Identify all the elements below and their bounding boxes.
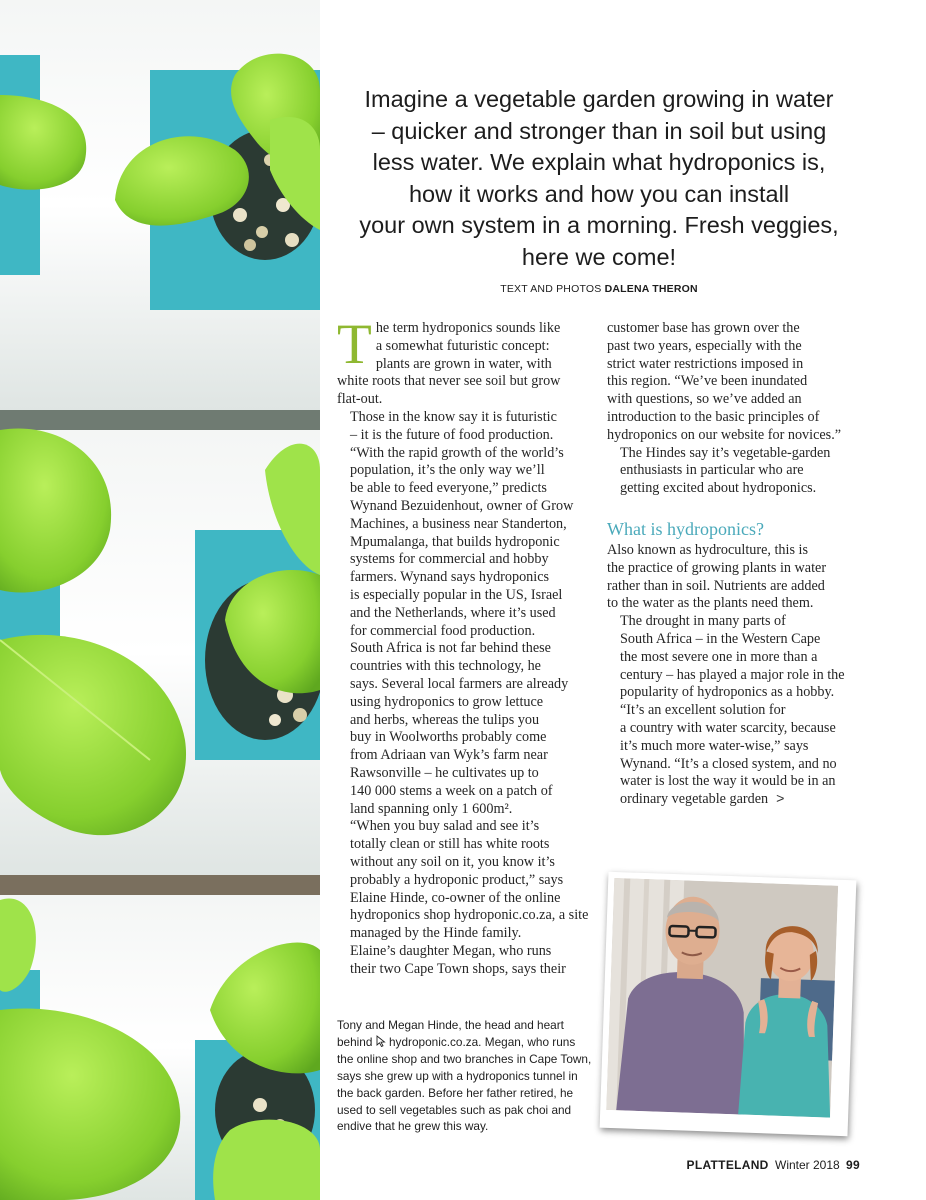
article-column-1	[337, 313, 593, 978]
magazine-name: PLATTELAND	[686, 1158, 769, 1172]
text-line: rather than in soil. Nutrients are added	[607, 577, 825, 594]
text-line-content: ordinary vegetable garden	[620, 791, 769, 808]
caption-line: the back garden. Before her father retired, he	[337, 1085, 574, 1100]
article-paragraph	[337, 313, 593, 409]
text-line: totally clean or still has white roots	[350, 836, 550, 853]
hydroponics-seedlings-photo	[0, 0, 320, 1200]
text-line: hydroponics shop hydroponic.co.za, a site	[350, 907, 589, 924]
photo-caption	[337, 1017, 599, 1135]
standfirst-line: less water. We explain what hydroponics is,	[372, 149, 826, 175]
text-line: white roots that never see soil but grow	[337, 373, 561, 390]
text-line: popularity of hydroponics as a hobby.	[620, 684, 835, 701]
text-line: farmers. Wynand says hydroponics	[350, 569, 550, 586]
text-line: Elaine’s daughter Megan, who runs	[350, 942, 552, 959]
article-paragraph	[607, 702, 869, 809]
text-line: to the water as the plants need them.	[607, 595, 814, 612]
text-line: introduction to the basic principles of	[607, 408, 820, 425]
text-line: past two years, especially with the	[607, 337, 802, 354]
text-line: South Africa – in the Western Cape	[620, 630, 821, 647]
text-line: is especially popular in the US, Israel	[350, 586, 563, 603]
caption-line: endive that he grew this way.	[337, 1119, 489, 1134]
text-line: buy in Woolworths probably come	[350, 729, 547, 746]
text-line: hydroponics on our website for novices.”	[607, 426, 842, 443]
article-paragraph	[607, 445, 869, 498]
article-column-2	[607, 320, 869, 809]
page-footer	[687, 1158, 860, 1172]
text-line: a country with water scarcity, because	[620, 719, 836, 736]
standfirst-line: how it works and how you can install	[408, 180, 790, 207]
page-number: 99	[846, 1158, 860, 1172]
text-line: 140 000 stems a week on a patch of	[350, 782, 553, 799]
text-line: from Adriaan van Wyk’s farm near	[350, 747, 548, 764]
text-line: Rawsonville – he cultivates up to	[350, 764, 539, 781]
text-line: The Hindes say it’s vegetable-garden	[620, 444, 831, 461]
byline-author: DALENA THERON	[604, 283, 698, 295]
text-line: enthusiasts in particular who are	[620, 462, 804, 479]
text-line: the most severe one in more than a	[620, 648, 818, 665]
text-line: Wynand Bezuidenhout, owner of Grow	[350, 497, 574, 514]
text-line: South Africa is not far behind these	[350, 640, 551, 657]
text-line: it’s much more water-wise,” says	[620, 737, 809, 754]
caption-line: used to sell vegetables such as pak choi and	[337, 1102, 572, 1117]
continue-marker: >	[776, 791, 785, 808]
byline-prefix: TEXT AND PHOTOS	[500, 283, 602, 295]
text-line: land spanning only 1 600m².	[350, 800, 513, 817]
text-line: Mpumalanga, that builds hydroponic	[350, 533, 560, 550]
text-line: getting excited about hydroponics.	[620, 480, 817, 497]
text-line: century – has played a major role in the	[620, 666, 845, 683]
text-line: be able to feed everyone,” predicts	[350, 480, 547, 497]
article-paragraph	[337, 409, 593, 818]
text-line: their two Cape Town shops, says their	[350, 960, 566, 977]
text-line: says. Several local farmers are already	[350, 675, 569, 692]
portrait-illustration	[606, 878, 838, 1118]
caption-line: says she grew up with a hydroponics tunnel in	[337, 1068, 578, 1083]
caption-text: behind	[337, 1034, 373, 1049]
pointer-cursor-icon	[376, 1035, 386, 1047]
standfirst-line: your own system in a morning. Fresh veggies,	[359, 212, 839, 238]
text-line: Those in the know say it is futuristic	[350, 408, 557, 425]
text-line: this region. “We’ve been inundated	[607, 373, 808, 390]
text-line: plants are grown in water, with	[375, 355, 552, 372]
text-line: “With the rapid growth of the world’s	[350, 444, 564, 461]
text-line: population, it’s the only way we’ll	[350, 462, 545, 479]
text-line: and the Netherlands, where it’s used	[350, 604, 556, 621]
text-line: customer base has grown over the	[607, 320, 800, 336]
standfirst-line: – quicker and stronger than in soil but using	[371, 117, 827, 144]
text-line: strict water restrictions imposed in	[607, 355, 804, 372]
text-line: the practice of growing plants in water	[607, 559, 827, 576]
text-line	[607, 791, 869, 809]
text-line: with questions, so we’ve added an	[607, 391, 802, 408]
seedlings-illustration	[0, 0, 320, 1200]
article-paragraph	[607, 542, 869, 613]
text-line: – it is the future of food production.	[350, 426, 554, 443]
standfirst-line: Imagine a vegetable garden growing in water	[364, 86, 834, 112]
caption-text: hydroponic.co.za. Megan, who runs	[389, 1034, 576, 1049]
text-line: “When you buy salad and see it’s	[350, 818, 540, 835]
text-line: The drought in many parts of	[620, 613, 786, 630]
text-line: using hydroponics to grow lettuce	[350, 693, 544, 710]
text-line: Wynand. “It’s a closed system, and no	[620, 755, 837, 772]
text-line: systems for commercial and hobby	[350, 551, 549, 568]
text-line: “It’s an excellent solution for	[620, 702, 786, 719]
text-line: flat-out.	[337, 391, 383, 408]
issue-label: Winter 2018	[775, 1158, 840, 1172]
text-line: Machines, a business near Standerton,	[350, 515, 567, 532]
caption-line	[337, 1034, 599, 1051]
hinde-portrait-photo	[600, 872, 857, 1136]
article-paragraph	[337, 943, 593, 979]
text-line: a somewhat futuristic concept:	[375, 337, 550, 354]
caption-line: the online shop and two branches in Cape Town,	[337, 1051, 592, 1066]
text-line: and herbs, whereas the tulips you	[350, 711, 540, 728]
article-paragraph	[337, 818, 593, 943]
standfirst-line: here we come!	[521, 243, 677, 270]
text-line: Elaine Hinde, co-owner of the online	[350, 889, 561, 906]
text-line: probably a hydroponic product,” says	[350, 871, 564, 888]
text-line: without any soil on it, you know it’s	[350, 853, 555, 870]
article-paragraph	[607, 613, 869, 702]
text-line: Also known as hydroculture, this is	[607, 541, 808, 558]
text-line: countries with this technology, he	[350, 658, 541, 675]
section-subhead: What is hydroponics?	[607, 518, 764, 539]
text-line: for commercial food production.	[350, 622, 536, 639]
byline	[345, 283, 853, 295]
drop-cap: T	[337, 313, 372, 376]
text-line: water is lost the way it would be in an	[620, 773, 836, 790]
text-line: he term hydroponics sounds like	[375, 320, 561, 336]
article-paragraph	[607, 320, 869, 445]
text-line: managed by the Hinde family.	[350, 925, 522, 942]
caption-line: Tony and Megan Hinde, the head and heart	[337, 1018, 564, 1032]
standfirst	[345, 84, 853, 273]
